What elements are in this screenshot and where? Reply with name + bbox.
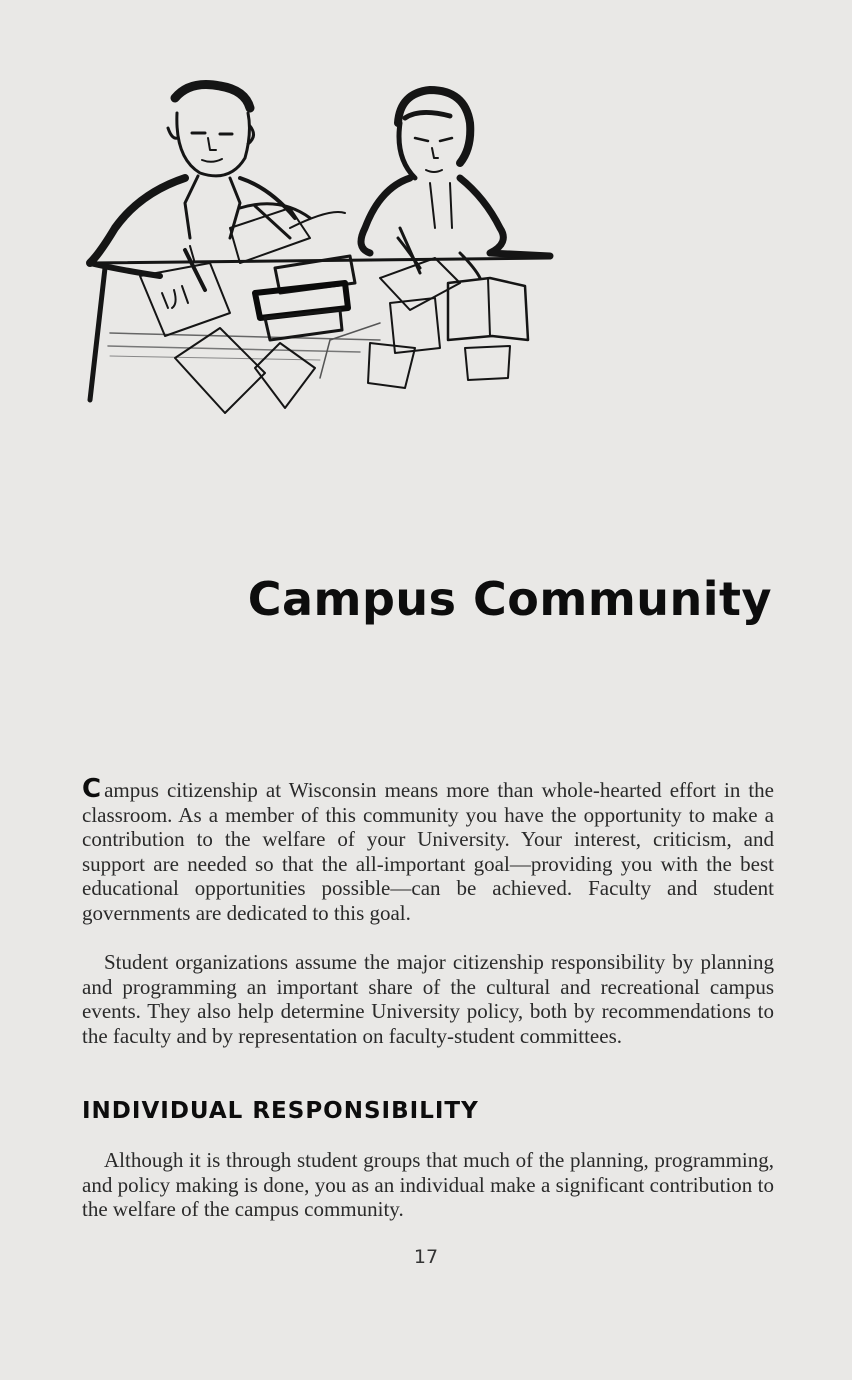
- section-heading: INDIVIDUAL RESPONSIBILITY: [82, 1098, 479, 1124]
- individual-responsibility-paragraph: Although it is through student groups that much of the planning, programming, and policy making is done, you as an individual make a significant contribution to the welfare of the campus community.: [82, 1148, 774, 1222]
- drop-cap: C: [82, 774, 102, 804]
- page-number: 17: [413, 1246, 439, 1268]
- intro-paragraph-text: ampus citizenship at Wisconsin means more than whole-hearted effort in the classroom. As a member of this community you have the opportunity to make a contribution to the welfare of your University. Your interest, criticism, and support are needed so that the all-important goal—providing you with the best educational opportunities possible—can be achieved. Faculty and student governments are dedicated to this goal.: [82, 778, 774, 925]
- page-title: Campus Community: [247, 572, 772, 626]
- organizations-paragraph: Student organizations assume the major citizenship responsibility by planning and programming an important share of the cultural and recreational campus events. They also help determine University policy, both by recommendations to the faculty and by representation on faculty-student committees.: [82, 950, 774, 1048]
- students-studying-illustration: [80, 78, 560, 418]
- intro-paragraph: [82, 774, 774, 926]
